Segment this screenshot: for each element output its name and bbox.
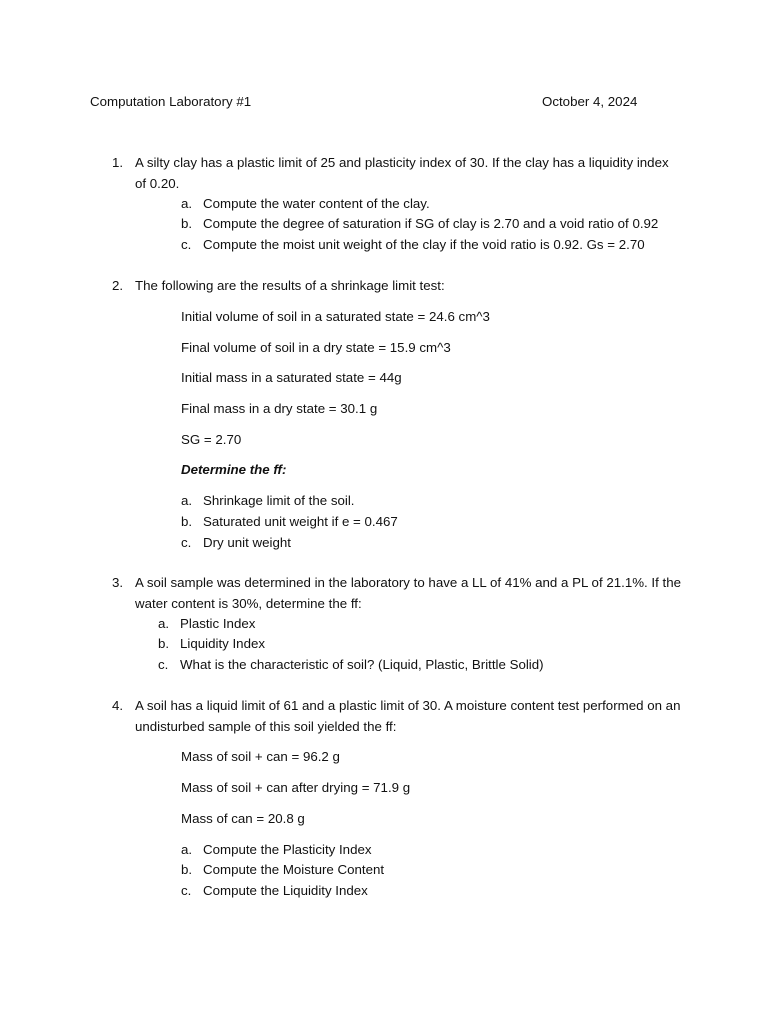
- list-item-text: Compute the moist unit weight of the clay if the void ratio is 0.92. Gs = 2.70: [203, 237, 645, 252]
- list-item-text: Compute the Liquidity Index: [203, 883, 368, 898]
- list-item-text: Plastic Index: [180, 616, 256, 631]
- given-value: Final volume of soil in a dry state = 15.9 cm^3: [181, 340, 451, 355]
- given-value: Mass of soil + can after drying = 71.9 g: [181, 780, 411, 795]
- given-value: Final mass in a dry state = 30.1 g: [181, 401, 378, 416]
- list-item-text: Liquidity Index: [180, 636, 266, 651]
- given-value: Mass of soil + can = 96.2 g: [181, 749, 340, 764]
- given-value: SG = 2.70: [181, 432, 242, 447]
- list-item-text: Saturated unit weight if e = 0.467: [203, 514, 398, 529]
- question-number: 4.: [112, 698, 124, 713]
- question-number: 1.: [112, 155, 124, 170]
- question-text: A silty clay has a plastic limit of 25 and plasticity index of 30. If the clay has a liquidity index of 0.20.: [135, 155, 669, 191]
- list-item-text: Dry unit weight: [203, 535, 291, 550]
- given-value: Initial volume of soil in a saturated state = 24.6 cm^3: [181, 309, 490, 324]
- document-title: Computation Laboratory #1: [90, 94, 252, 109]
- document-date: October 4, 2024: [542, 94, 638, 109]
- list-item-letter: b.: [181, 216, 193, 231]
- list-item-letter: b.: [181, 862, 193, 877]
- question-number: 3.: [112, 575, 124, 590]
- list-item-letter: b.: [158, 636, 170, 651]
- list-item-text: Compute the Plasticity Index: [203, 842, 372, 857]
- list-item-text: Shrinkage limit of the soil.: [203, 493, 355, 508]
- question-number: 2.: [112, 278, 124, 293]
- list-item-text: Compute the Moisture Content: [203, 862, 385, 877]
- instruction-text: Determine the ff:: [181, 462, 287, 477]
- question-text: A soil has a liquid limit of 61 and a plastic limit of 30. A moisture content test performed on an undisturbed sample of this soil yielded the ff:: [135, 698, 681, 734]
- list-item-text: Compute the water content of the clay.: [203, 196, 430, 211]
- list-item-letter: a.: [181, 196, 193, 211]
- list-item-letter: b.: [181, 514, 193, 529]
- given-value: Mass of can = 20.8 g: [181, 811, 305, 826]
- given-value: Initial mass in a saturated state = 44g: [181, 370, 402, 385]
- question-text: The following are the results of a shrinkage limit test:: [135, 278, 445, 293]
- list-item-letter: a.: [158, 616, 170, 631]
- list-item-letter: c.: [181, 237, 192, 252]
- list-item-letter: a.: [181, 493, 193, 508]
- list-item-letter: c.: [181, 535, 192, 550]
- list-item-text: What is the characteristic of soil? (Liquid, Plastic, Brittle Solid): [180, 657, 544, 672]
- list-item-text: Compute the degree of saturation if SG of clay is 2.70 and a void ratio of 0.92: [203, 216, 659, 231]
- list-item-letter: c.: [181, 883, 192, 898]
- list-item-letter: a.: [181, 842, 193, 857]
- list-item-letter: c.: [158, 657, 169, 672]
- question-text: A soil sample was determined in the laboratory to have a LL of 41% and a PL of 21.1%. If the water content is 30%, determine the ff:: [135, 575, 681, 611]
